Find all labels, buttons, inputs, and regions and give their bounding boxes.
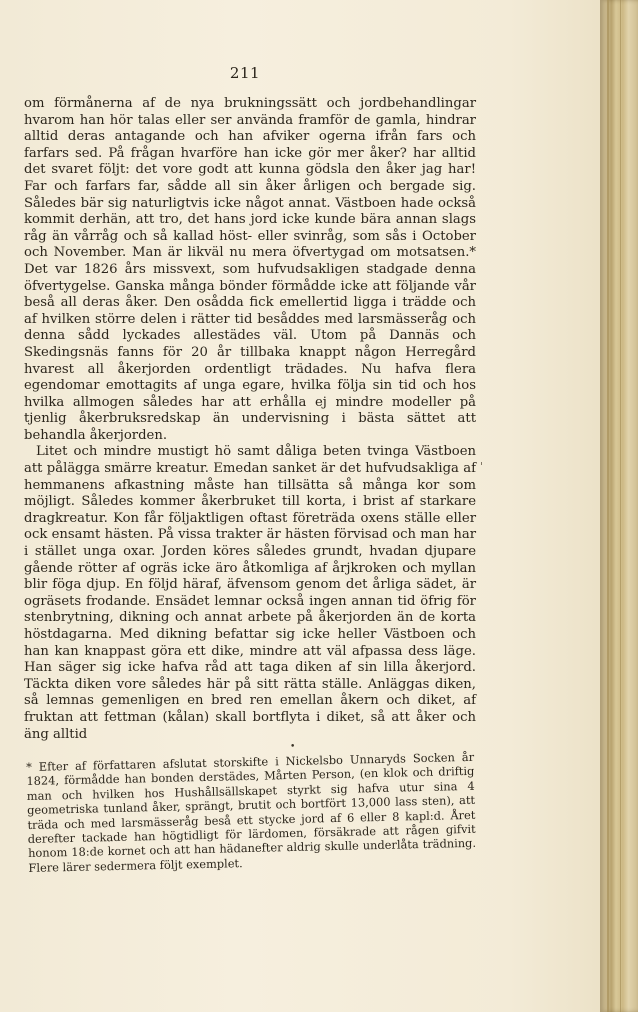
book-spine-edge [600,0,638,1012]
footnote-separator-dot: • [290,742,296,752]
main-text [24,96,476,743]
page-number: 211 [229,64,261,82]
margin-mark: ' [480,460,484,473]
paragraph-2: Litet och mindre mustigt hö samt dåliga beten tvinga Västboen att pålägga smärre kreatur. Emedan sanket är det hufvudsakliga af hemmanens afkastning måste han tillsätta så många kor som möjligt. Således kommer åkerbruket till korta, i brist af starkare dragkreatur. Kon får följaktligen oftast företräda oxens ställe eller ock ensamt hästen. På vissa trakter är hästen förvisad och man har i stället unga oxar. Jorden köres således grundt, hvadan djupare gående rötter af ogräs icke äro åtkomliga af årjkroken och myllan blir föga djup. En följd häraf, äfvensom genom det årliga sädet, är ogräsets frodande. Ensädet lemnar också ingen annan tid öfrig för stenbrytning, dikning och annat arbete på åkerjorden än de korta höstdagarna. Med dikning befattar sig icke heller Västboen och han kan knappast göra ett dike, mindre att väl afpassa dess läge. Han säger sig icke hafva råd att taga diken af sin lilla åkerjord. Täckta diken vore således här på sitt rätta ställe. Anläggas diken, så lemnas gemenligen en bred ren emellan åkern och diket, af fruktan att fettman (kålan) skall bortflyta i diket, så att åker och äng alltid [24,444,476,742]
footnote: * Efter af författaren afslutat storskifte i Nickelsbo Unnaryds Socken år 1824, förmådde han bonden derstädes, Mårten Person, (en klok och driftig man och hvilken hos Hushållsällskapet styrkt sig hafva utur sina 4 geometriska tunland åker, sprängt, brutit och bortfört 13,000 lass sten), att träda och med larsmässeråg beså ett stycke jord af 6 eller 8 kapl:d. Året derefter tackade han högtidligt för lärdomen, försäkrade att rågen gifvit honom 18:de kornet och att han hädanefter aldrig skulle underlåta trädning. Flere lärer sedermera följt exemplet. [26,749,477,875]
paragraph-1: om förmånerna af de nya brukningssätt och jordbehandlingar hvarom han hör talas eller ser använda framför de gamla, hindrar alltid deras antagande och han afviker ogerna ifrån fars och farfars sed. På frågan hvarföre han icke gör mer åker? har alltid det svaret följt: det vore godt att kunna gödsla den åker jag har! Far och farfars far, sådde all sin åker årligen och bergade sig. Således bär sig naturligtvis icke något annat. Västboen hade också kommit derhän, att tro, det hans jord icke kunde bära annan slags råg än vårråg och så kallad höst- eller svinråg, som sås i October och November. Man är likväl nu mera öfvertygad om motsatsen.* Det var 1826 års missvext, som hufvudsakligen stadgade denna öfvertygelse. Ganska många bönder förmådde icke att följande vår beså all deras åker. Den osådda fick emellertid ligga i trädde och af hvilken större delen i rätter tid besåddes med larsmässeråg och denna sådd lyckades allestädes väl. Utom på Dannäs och Skedingsnäs fanns för 20 år tillbaka knappt någon Herregård hvarest all åkerjorden ordentligt trädades. Nu hafva flera egendomar emottagits af unga egare, hvilka följa sin tid och hos hvilka allmogen således har att erhålla ej mindre modeller på tjenlig åkerbruksredskap än undervisning i bästa sättet att behandla åkerjorden. [24,96,476,443]
